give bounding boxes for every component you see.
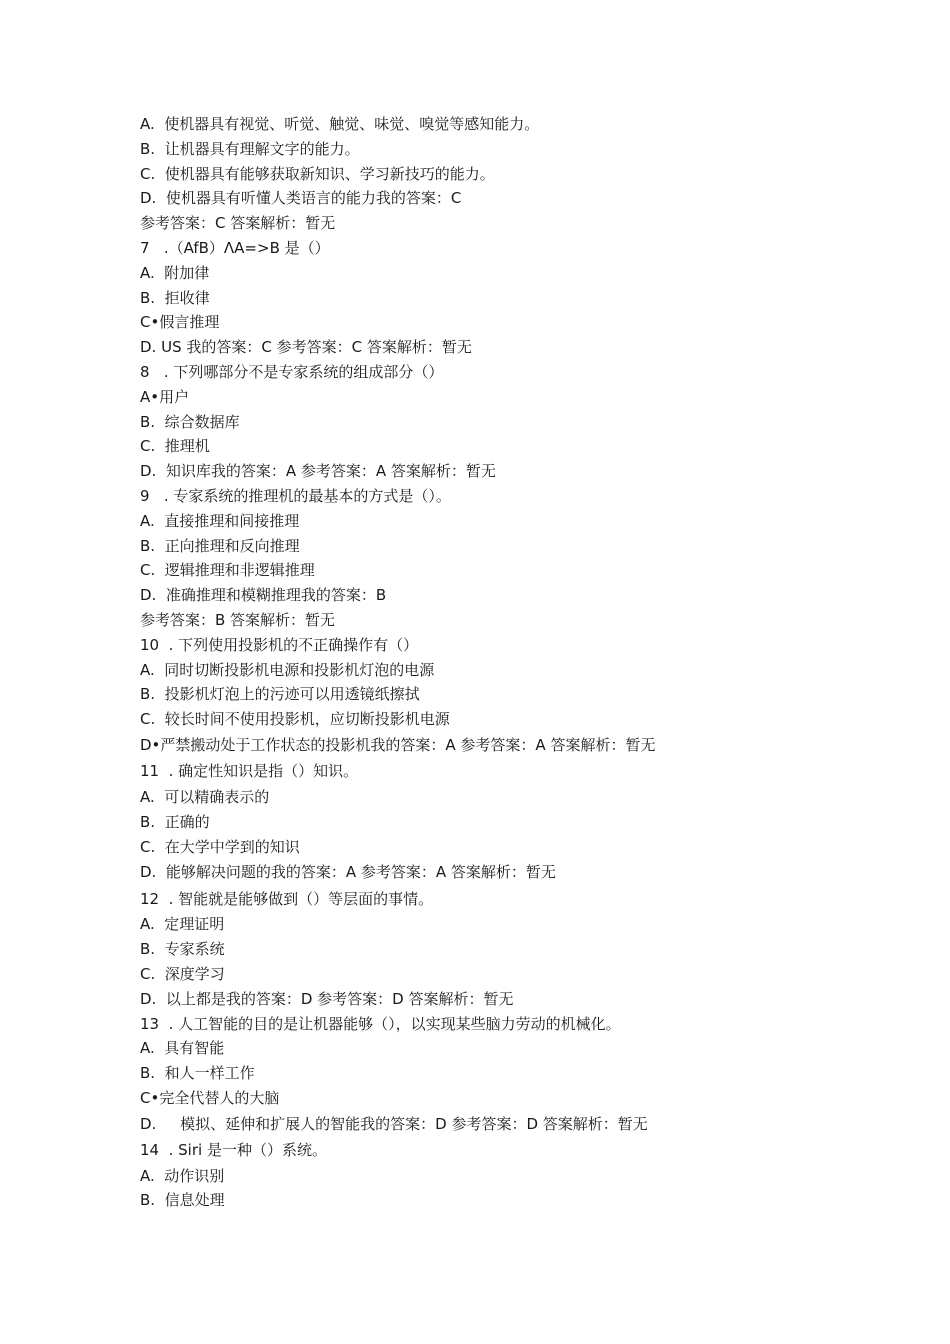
text-line: B. 投影机灯泡上的污迹可以用透镜纸擦拭 [140,685,420,704]
question-heading: 14 . Siri 是一种（）系统。 [140,1141,327,1160]
text-line: D. 模拟、延伸和扩展人的智能我的答案：D 参考答案：D 答案解析：暂无 [140,1114,648,1133]
text-line: D. 能够解决问题的我的答案：A 参考答案：A 答案解析：暂无 [140,863,556,882]
question-heading: 10 . 下列使用投影机的不正确操作有（） [140,635,419,654]
text-line: A. 附加律 [140,263,210,282]
text-line: C. 较长时间不使用投影机，应切断投影机电源 [140,710,450,729]
text-line: A. 可以精确表示的 [140,787,270,806]
text-line: A. 使机器具有视觉、听觉、触觉、味觉、嗅觉等感知能力。 [140,115,540,133]
text-line: A•用户 [140,387,190,406]
text-line: C. 使机器具有能够获取新知识、学习新技巧的能力。 [140,164,495,183]
text-line: D. 使机器具有听懂人类语言的能力我的答案：C [140,189,462,208]
question-heading: 8 . 下列哪部分不是专家系统的组成部分（） [140,362,444,381]
text-line: 参考答案：C 答案解析：暂无 [140,214,336,233]
text-line: C. 深度学习 [140,964,225,983]
text-line: B. 让机器具有理解文字的能力。 [140,139,360,158]
text-line: D. US 我的答案：C 参考答案：C 答案解析：暂无 [140,338,472,357]
text-line: C. 逻辑推理和非逻辑推理 [140,561,315,580]
text-line: C. 推理机 [140,437,210,456]
text-line: D. 以上都是我的答案：D 参考答案：D 答案解析：暂无 [140,989,514,1008]
text-line: C•假言推理 [140,313,220,332]
question-heading: 12 . 智能就是能够做到（）等层面的事情。 [140,889,434,908]
text-line: C•完全代替人的大脑 [140,1088,280,1107]
text-line: B. 专家系统 [140,940,225,959]
text-line: A. 同时切断投影机电源和投影机灯泡的电源 [140,660,435,679]
question-heading: 9 . 专家系统的推理机的最基本的方式是（）。 [140,486,451,505]
question-heading: 13 . 人工智能的目的是让机器能够（），以实现某些脑力劳动的机械化。 [140,1014,621,1033]
document-page [140,112,860,1213]
question-heading: 7 .（AfB）ΛA=>B 是（） [140,238,330,257]
text-line: A. 具有智能 [140,1039,225,1058]
text-line: D•严禁搬动处于工作状态的投影机我的答案：A 参考答案：A 答案解析：暂无 [140,735,656,754]
text-line: B. 正向推理和反向推理 [140,536,300,555]
text-line: B. 正确的 [140,812,210,831]
text-line: C. 在大学中学到的知识 [140,837,300,856]
text-line: B. 信息处理 [140,1191,225,1210]
text-line: B. 和人一样工作 [140,1064,255,1083]
text-line: A. 动作识别 [140,1166,225,1185]
text-line: 参考答案：B 答案解析：暂无 [140,610,336,629]
text-line: A. 直接推理和间接推理 [140,511,300,530]
text-line: B. 拒收律 [140,288,210,307]
text-line: D. 准确推理和模糊推理我的答案：B [140,586,387,605]
question-heading: 11 . 确定性知识是指（）知识。 [140,762,359,781]
text-line: D. 知识库我的答案：A 参考答案：A 答案解析：暂无 [140,462,496,481]
text-line: A. 定理证明 [140,915,225,934]
text-line: B. 综合数据库 [140,412,240,431]
